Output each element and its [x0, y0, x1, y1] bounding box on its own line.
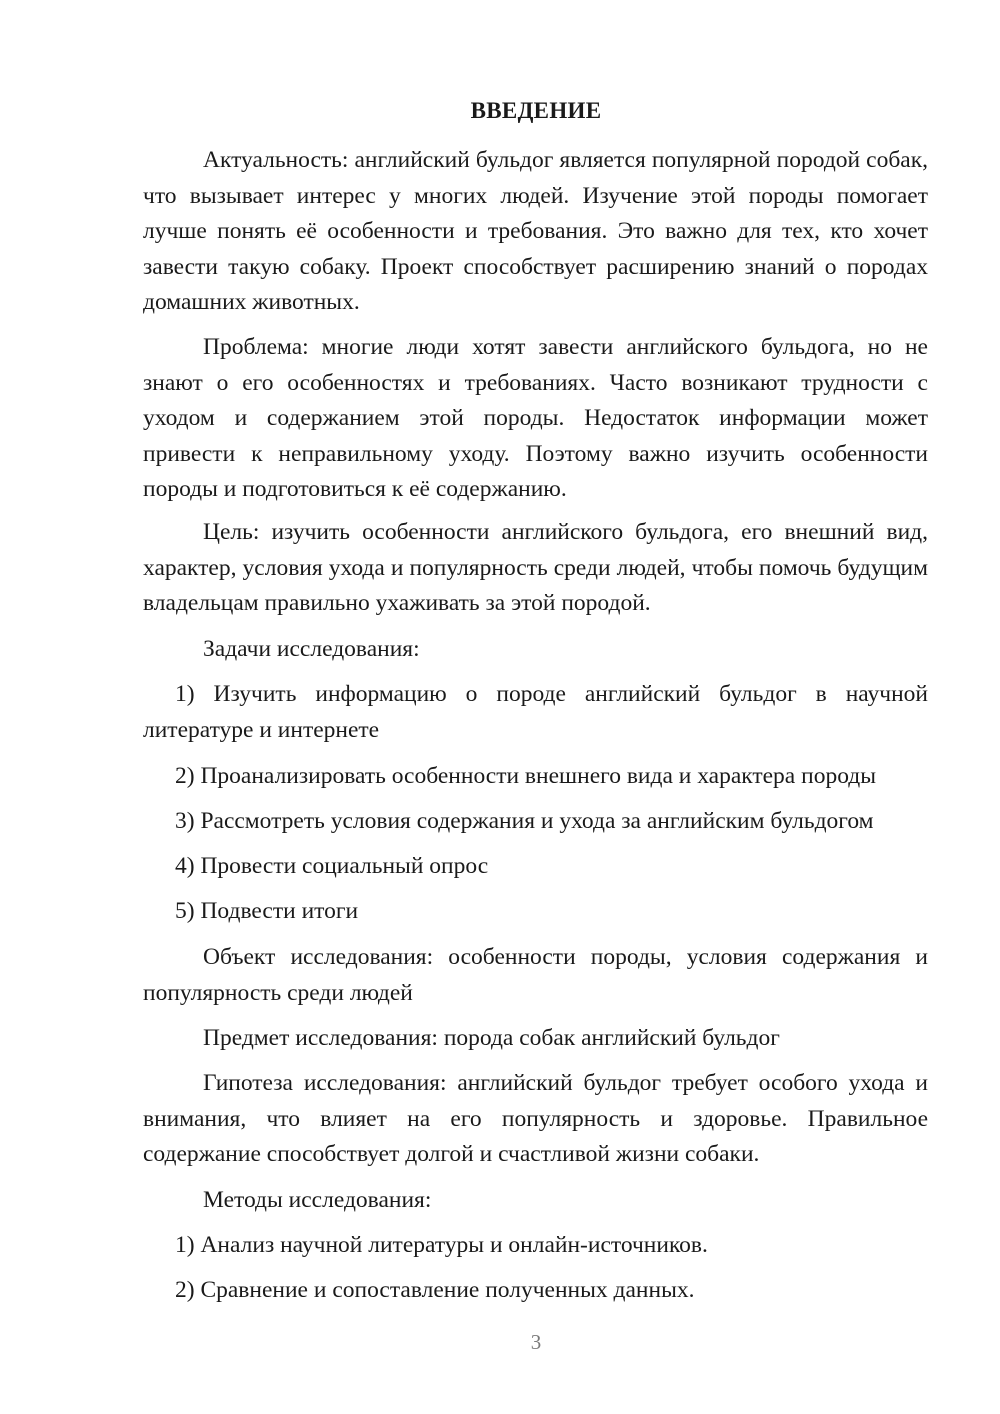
relevance-paragraph: Актуальность: английский бульдог является популярной породой собак, что вызывает интерес у многих людей. Изучение этой породы помогает лучше понять её особенности и требования. Это важно для тех, кто хочет завести такую собаку. Проект способствует расширению знаний о породах домашних животных.	[143, 147, 928, 315]
subject-paragraph: Предмет исследования: порода собак английский бульдог	[203, 1025, 780, 1051]
object-paragraph: Объект исследования: особенности породы, условия содержания и популярность среди людей	[143, 944, 928, 1006]
methods-heading: Методы исследования:	[203, 1187, 432, 1213]
method-item-1: 1) Анализ научной литературы и онлайн-источников.	[175, 1232, 708, 1258]
task-item-5: 5) Подвести итоги	[175, 898, 359, 924]
hypothesis-paragraph: Гипотеза исследования: английский бульдог требует особого ухода и внимания, что влияет на его популярность и здоровье. Правильное содержание способствует долгой и счастливой жизни собаки.	[143, 1070, 928, 1167]
section-title: ВВЕДЕНИЕ	[470, 98, 602, 123]
tasks-heading: Задачи исследования:	[203, 636, 420, 662]
task-item-2: 2) Проанализировать особенности внешнего вида и характера породы	[175, 763, 877, 789]
method-item-2: 2) Сравнение и сопоставление полученных данных.	[175, 1277, 695, 1303]
goal-paragraph: Цель: изучить особенности английского бульдога, его внешний вид, характер, условия ухода и популярность среди людей, чтобы помочь будущим владельцам правильно ухаживать за этой породой.	[143, 519, 928, 616]
task-item-1: 1) Изучить информацию о породе английский бульдог в научной литературе и интернете	[143, 681, 928, 743]
task-item-3: 3) Рассмотреть условия содержания и ухода за английским бульдогом	[175, 808, 874, 834]
page-number: 3	[530, 1330, 542, 1354]
problem-paragraph: Проблема: многие люди хотят завести английского бульдога, но не знают о его особенностях и требованиях. Часто возникают трудности с уходом и содержанием этой породы. Недостаток информации может привести к неправильному уходу. Поэтому важно изучить особенности породы и подготовиться к её содержанию.	[143, 334, 928, 502]
task-item-4: 4) Провести социальный опрос	[175, 853, 489, 879]
